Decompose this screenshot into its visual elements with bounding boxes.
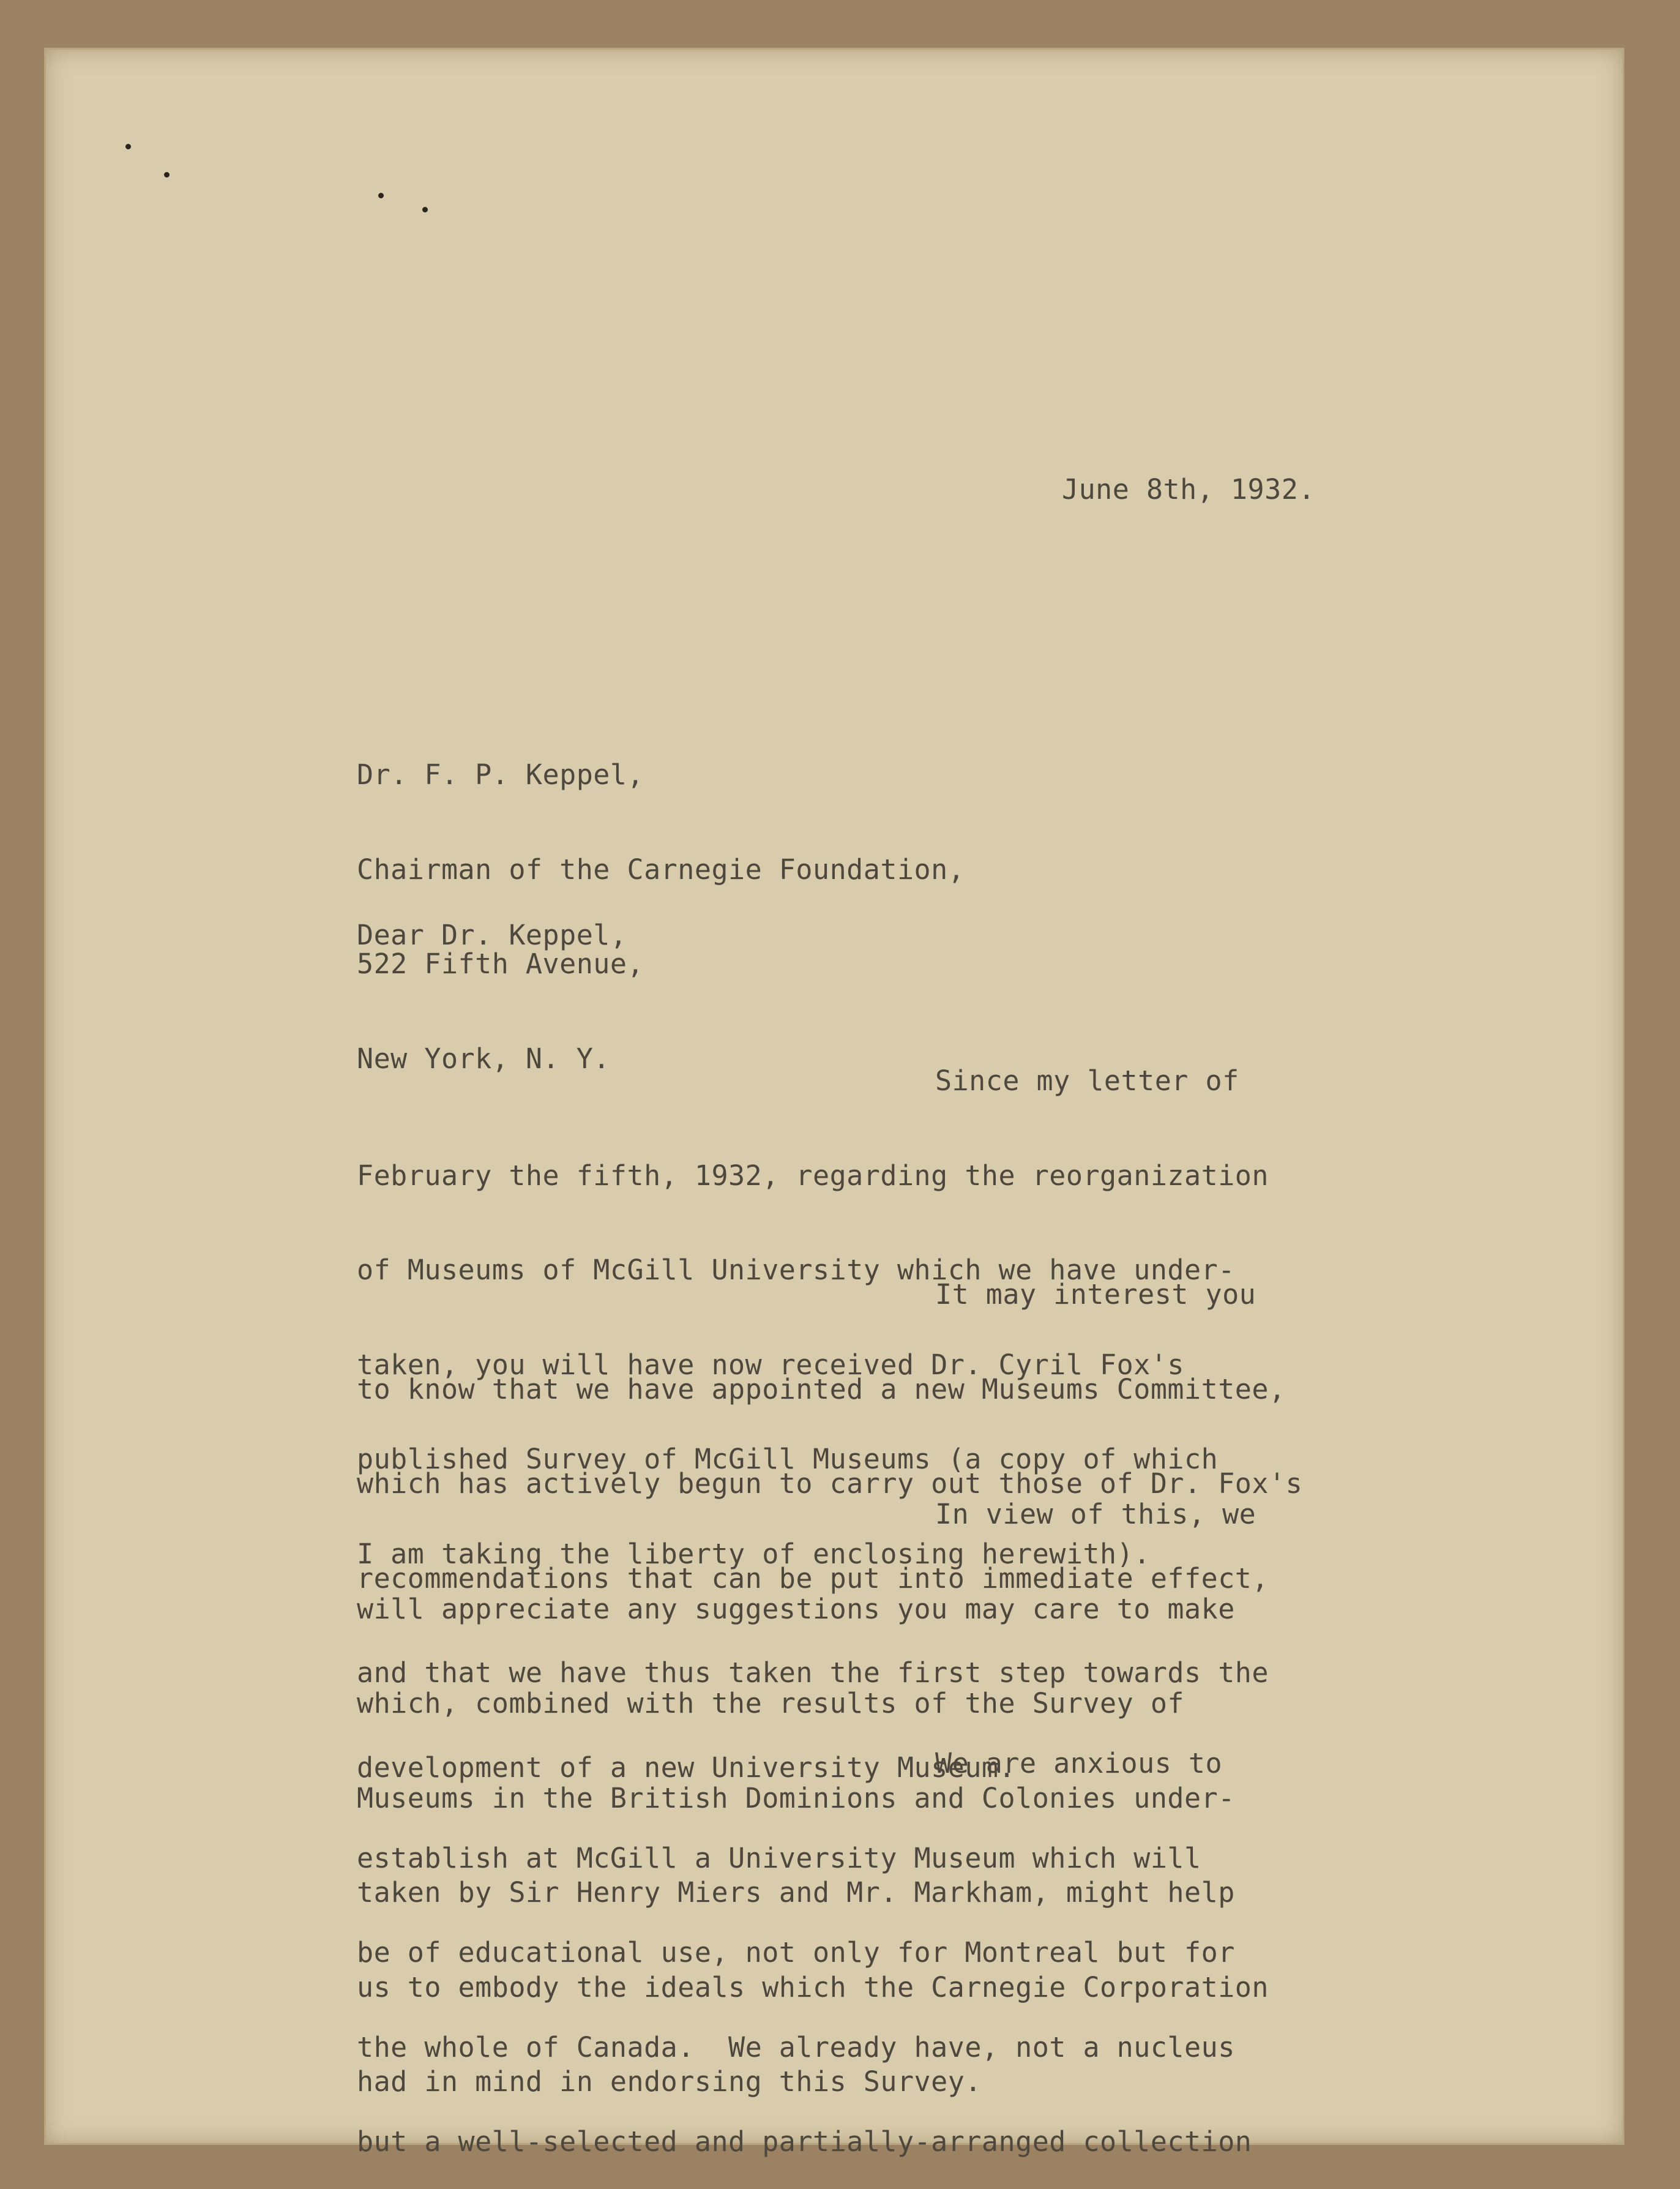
paragraph-line: which has actively begun to carry out those of Dr. Fox's — [357, 1467, 1303, 1500]
address-line: Chairman of the Carnegie Foundation, — [357, 853, 965, 886]
paragraph-line: taken by Sir Henry Miers and Mr. Markham, might help — [357, 1876, 1235, 1909]
paragraph-line: published Survey of McGill Museums (a copy of which — [357, 1443, 1219, 1475]
paragraph-line: establish at McGill a University Museum which will — [357, 1841, 1201, 1874]
paragraph-line: taken, you will have now received Dr. Cyril Fox's — [357, 1348, 1185, 1381]
paragraph-line: I am taking the liberty of enclosing herewith). — [357, 1537, 1151, 1570]
paragraph-line: had in mind in endorsing this Survey. — [357, 2065, 982, 2098]
address-line: 522 Fifth Avenue, — [357, 948, 644, 980]
paragraph-line: February the fifth, 1932, regarding the reorganization — [357, 1159, 1269, 1192]
paragraph-line: but a well-selected and partially-arranged collection — [357, 2125, 1252, 2158]
paragraph-line: and that we have thus taken the first step towards the — [357, 1656, 1269, 1689]
paragraph-4 — [357, 1685, 1252, 2189]
address-line: Dr. F. P. Keppel, — [357, 758, 644, 791]
salutation: Dear Dr. Keppel, — [357, 919, 627, 951]
paragraph-line: We are anxious to — [935, 1747, 1223, 1779]
paragraph-line: In view of this, we — [935, 1498, 1256, 1530]
paragraph-line: be of educational use, not only for Montreal but for — [357, 1936, 1235, 1969]
paragraph-line: the whole of Canada. We already have, not a nucleus — [357, 2030, 1235, 2064]
letter-date: June 8th, 1932. — [1062, 473, 1315, 506]
paragraph-line: development of a new University Museum. — [357, 1751, 1016, 1784]
paragraph-line: us to embody the ideals which the Carnegie Corporation — [357, 1970, 1269, 2004]
paragraph-line: which, combined with the results of the Survey of — [357, 1687, 1185, 1719]
paragraph-line: will appreciate any suggestions you may care to make — [357, 1592, 1235, 1625]
paragraph-line: Museums in the British Dominions and Colonies under- — [357, 1781, 1235, 1814]
paragraph-line: Since my letter of — [935, 1065, 1239, 1097]
ink-speck — [378, 193, 384, 198]
ink-speck — [125, 144, 131, 149]
paragraph-line: of Museums of McGill University which we have under- — [357, 1254, 1235, 1286]
paragraph-line: to know that we have appointed a new Museums Committee, — [357, 1372, 1286, 1405]
address-line: New York, N. Y. — [357, 1042, 610, 1075]
paragraph-line: It may interest you — [935, 1278, 1256, 1311]
ink-speck — [422, 207, 428, 212]
ink-speck — [164, 172, 170, 178]
paragraph-line: recommendations that can be put into immediate effect, — [357, 1562, 1269, 1595]
